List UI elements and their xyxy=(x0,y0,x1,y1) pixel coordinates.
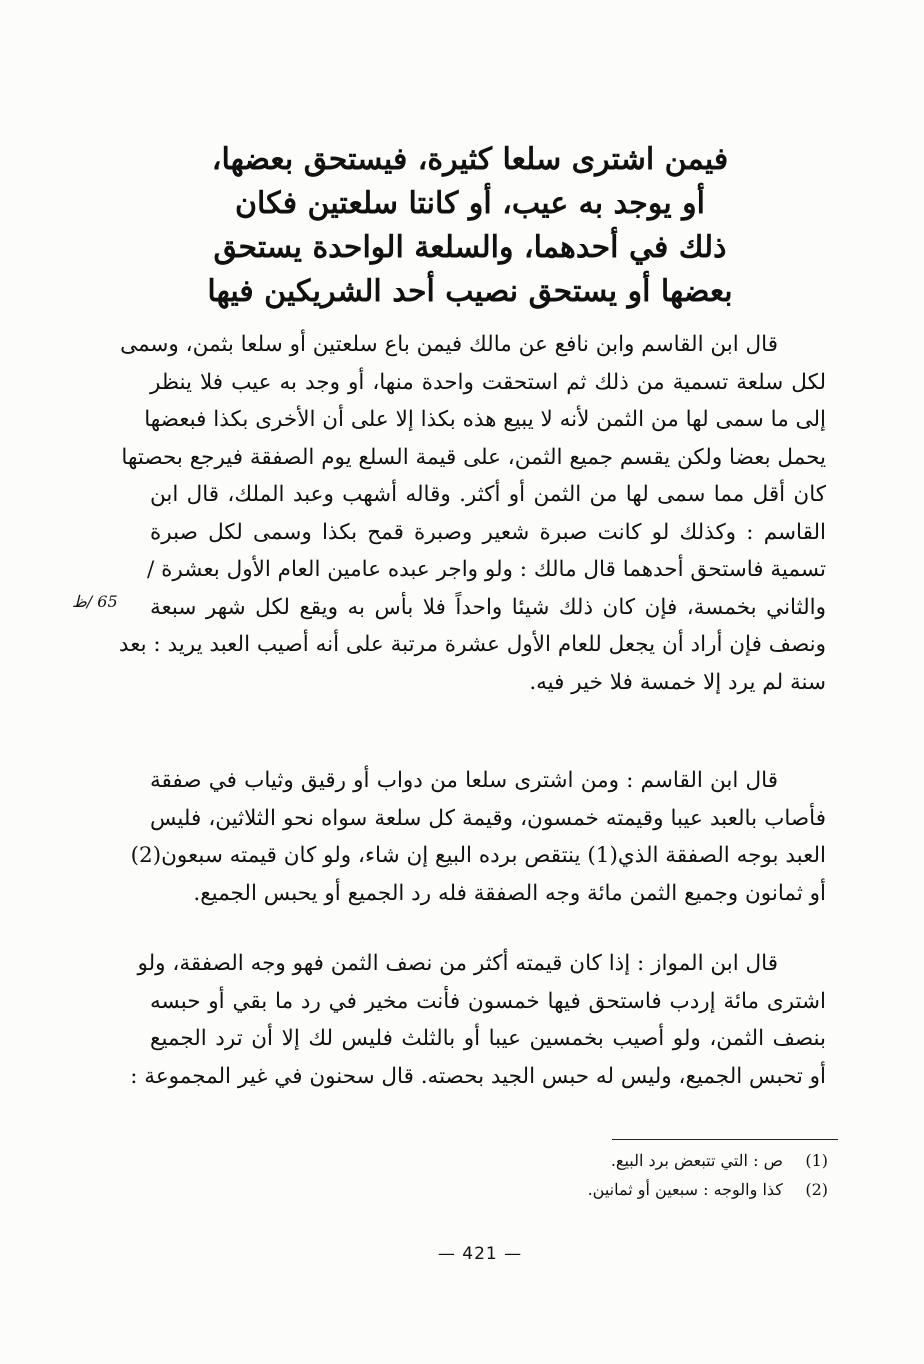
heading-line: أو يوجد به عيب، أو كانتا سلعتين فكان xyxy=(235,186,705,221)
page-number: — 421 — xyxy=(437,1244,523,1264)
text-line: أو تحبس الجميع، وليس له حبس الجيد بحصته. قال سحنون في غير المجموعة : xyxy=(130,1063,826,1089)
text-line: ونصف فإن أراد أن يجعل للعام الأول عشرة مرتبة على أنه أصيب العبد يريد : بعد xyxy=(118,632,826,657)
text-line: كان أقل مما سمى لها من الثمن أو أكثر. وقاله أشهب وعبد الملك، قال ابن xyxy=(150,482,826,507)
paragraph-2 xyxy=(130,762,826,912)
footnote-text: كذا والوجه : سبعين أو ثمانين. xyxy=(587,1180,783,1199)
text-line: قال ابن المواز : إذا كان قيمته أكثر من نصف الثمن فهو وجه الصفقة، ولو xyxy=(137,951,778,976)
text-line: أو ثمانون وجميع الثمن مائة وجه الصفقة فله رد الجميع أو يحبس الجميع. xyxy=(193,880,826,906)
heading-line: ذلك في أحدهما، والسلعة الواحدة يستحق xyxy=(213,230,727,265)
text-line: إلى ما سمى لها من الثمن لأنه لا يبيع هذه بكذا إلا على أن الأخرى بكذا فبعضها xyxy=(144,407,826,432)
footnote-divider xyxy=(612,1139,838,1140)
footnotes xyxy=(400,1146,828,1204)
text-line: قال ابن القاسم وابن نافع عن مالك فيمن باع سلعتين أو سلعا بثمن، وسمى xyxy=(120,332,778,357)
footnote-number: (1) xyxy=(805,1151,828,1170)
text-line: القاسم : وكذلك لو كانت صبرة شعير وصبرة قمح بكذا وسمى لكل صبرة xyxy=(150,519,826,545)
heading-line: بعضها أو يستحق نصيب أحد الشريكين فيها xyxy=(207,274,733,309)
text-line: العبد بوجه الصفقة الذي(1) ينتقص برده البيع إن شاء، ولو كان قيمته سبعون(2) xyxy=(130,843,826,868)
heading-line: فيمن اشترى سلعا كثيرة، فيستحق بعضها، xyxy=(211,142,729,177)
text-line: لكل سلعة تسمية من ذلك ثم استحقت واحدة منها، أو وجد به عيب فلا ينظر xyxy=(150,369,826,395)
text-line: تسمية فاستحق أحدهما قال مالك : ولو واجر عبده عامين العام الأول بعشرة / xyxy=(147,557,826,582)
text-line: فأصاب بالعبد عيبا وقيمته خمسون، وقيمة كل سلعة سواه نحو الثلاثين، فليس xyxy=(150,805,826,831)
text-line: اشترى مائة إردب فاستحق فيها خمسون فأنت مخير في رد ما بقي أو حبسه xyxy=(150,988,826,1014)
text-line: يحمل بعضا ولكن يقسم جميع الثمن، على قيمة السلع يوم الصفقة فيرجع بحصتها xyxy=(121,444,826,470)
paragraph-3 xyxy=(130,945,826,1095)
text-line: بنصف الثمن، ولو أصيب بخمسين عيبا أو بالثلث فليس لك إلا أن ترد الجميع xyxy=(150,1026,826,1051)
paragraph-1 xyxy=(118,326,826,701)
footnote xyxy=(400,1175,828,1204)
section-heading xyxy=(200,138,740,314)
text-line: والثاني بخمسة، فإن كان ذلك شيئا واحداً فلا بأس به ويقع لكل شهر سبعة xyxy=(150,594,826,620)
footnote xyxy=(400,1146,828,1175)
text-line: قال ابن القاسم : ومن اشترى سلعا من دواب أو رقيق وثياب في صفقة xyxy=(150,768,778,793)
footnote-text: ص : التي تتبعض برد البيع. xyxy=(610,1151,783,1170)
margin-folio-note: 65 /ظ xyxy=(72,592,118,611)
footnote-number: (2) xyxy=(805,1180,828,1199)
text-line: سنة لم يرد إلا خمسة فلا خير فيه. xyxy=(529,669,826,695)
